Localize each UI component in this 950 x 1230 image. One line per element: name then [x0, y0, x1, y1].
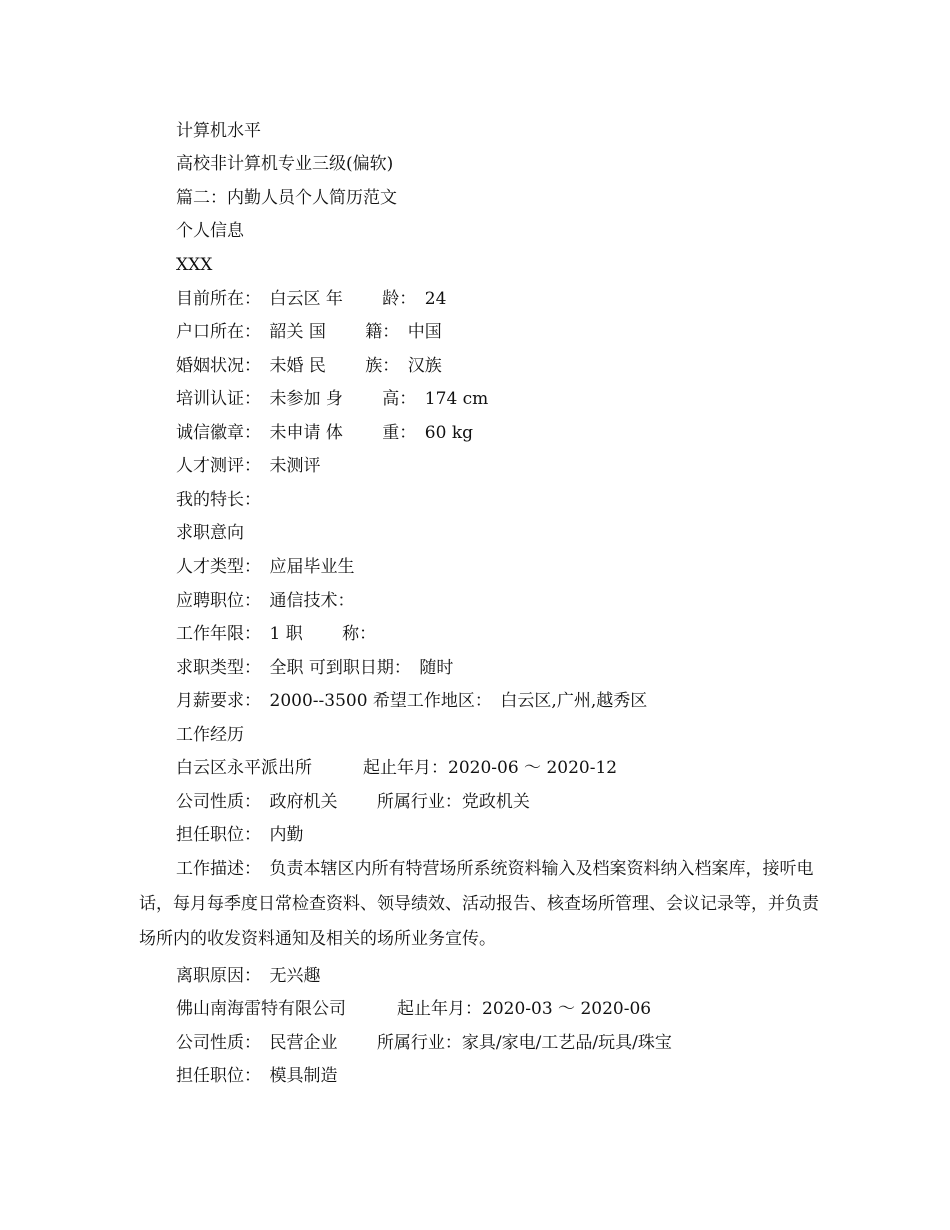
line-location-age: 目前所在： 白云区 年 龄： 24 — [176, 289, 447, 309]
line-employer-2: 佛山南海雷特有限公司 起止年月：2020-03 ～ 2020-06 — [176, 999, 652, 1019]
line-leaving-reason: 离职原因： 无兴趣 — [176, 966, 321, 986]
line-employer-1: 白云区永平派出所 起止年月：2020-06 ～ 2020-12 — [176, 758, 618, 778]
section-job-intention: 求职意向 — [176, 523, 244, 543]
line-hukou-nationality: 户口所在： 韶关 国 籍： 中国 — [176, 322, 442, 342]
paragraph-work-description: 工作描述： 负责本辖区内所有特营场所系统资料输入及档案资料纳入档案库，接听电话，每月每季度日常检查资料、领导绩效、活动报告、核查场所管理、会议记录等，并负责场所内的收发资料通知及相关的场所业务宣传。 — [139, 859, 819, 949]
line-position-2: 担任职位： 模具制造 — [176, 1066, 338, 1086]
line-work-years: 工作年限： 1 职 称： — [176, 624, 377, 644]
line-job-type: 求职类型： 全职 可到职日期： 随时 — [176, 658, 454, 678]
line-name: XXX — [176, 255, 213, 275]
line-applied-position: 应聘职位： 通信技术： — [176, 591, 355, 611]
line-strengths: 我的特长： — [176, 490, 261, 510]
section-title-part-two: 篇二：内勤人员个人简历范文 — [176, 188, 397, 208]
line-badge-weight: 诚信徽章： 未申请 体 重： 60 kg — [176, 423, 474, 443]
line-salary-region: 月薪要求： 2000--3500 希望工作地区： 白云区,广州,越秀区 — [176, 691, 648, 711]
line-company-nature-2: 公司性质： 民营企业 所属行业：家具/家电/工艺品/玩具/珠宝 — [176, 1033, 672, 1053]
line-talent-type: 人才类型： 应届毕业生 — [176, 557, 355, 577]
line-computer-cert: 高校非计算机专业三级(偏软) — [176, 154, 394, 174]
line-marital-ethnicity: 婚姻状况： 未婚 民 族： 汉族 — [176, 356, 442, 376]
section-work-experience: 工作经历 — [176, 725, 244, 745]
line-company-nature-1: 公司性质： 政府机关 所属行业：党政机关 — [176, 792, 530, 812]
line-training-height: 培训认证： 未参加 身 高： 174 cm — [176, 389, 489, 409]
line-computer-level: 计算机水平 — [176, 121, 261, 141]
line-position-1: 担任职位： 内勤 — [176, 825, 304, 845]
section-personal-info: 个人信息 — [176, 221, 244, 241]
line-assessment: 人才测评： 未测评 — [176, 456, 321, 476]
